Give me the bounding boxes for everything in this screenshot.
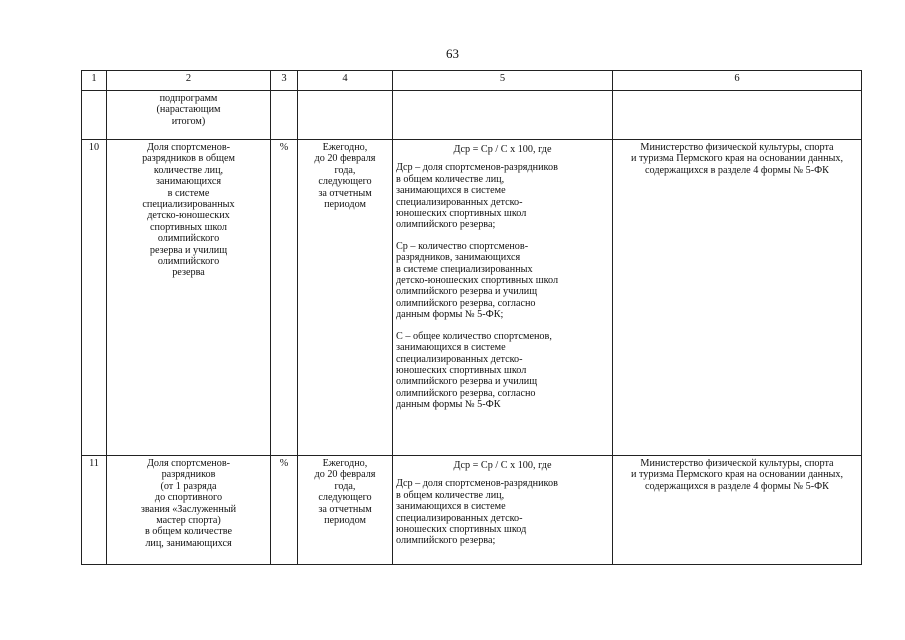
period-cell: Ежегодно, до 20 февраля года, следующего за отчетным периодом — [298, 140, 393, 456]
formula-text: Дср = Ср / С х 100, где — [453, 460, 552, 471]
page-number: 63 — [446, 46, 459, 61]
table-row — [82, 140, 862, 456]
formula-text: Дср = Ср / С х 100, где — [453, 144, 552, 155]
unit-cell: % — [271, 140, 298, 456]
unit-cell — [271, 91, 298, 140]
formula-cell — [393, 456, 613, 565]
indicator-cell: подпрограмм (нарастающим итогом) — [107, 91, 271, 140]
source-cell: Министерство физической культуры, спорта и туризма Пермского края на основании данных, содержащихся в разделе 4 формы № 5-ФК — [613, 140, 862, 456]
column-header: 1 — [82, 71, 107, 91]
column-header: 5 — [393, 71, 613, 91]
definition-text: Дср – доля спортсменов-разрядников в общем количестве лиц, занимающихся в системе специализированных детско- юношеских спортивных школ олимпийского резерва; — [396, 162, 558, 231]
row-number-cell: 10 — [82, 140, 107, 456]
definition-text: С – общее количество спортсменов, занимающихся в системе специализированных детско- юношеских спортивных школ олимпийского резерва и училищ олимпийского резерва, согласно данным формы № 5-ФК — [396, 330, 552, 411]
row-number-cell: 11 — [82, 456, 107, 565]
table-row-continuation — [82, 91, 862, 140]
column-header: 4 — [298, 71, 393, 91]
formula-cell — [393, 91, 613, 140]
table-header-row — [82, 71, 862, 91]
column-header: 3 — [271, 71, 298, 91]
indicator-cell: Доля спортсменов- разрядников в общем количестве лиц, занимающихся в системе специализированных детско-юношеских спортивных школ олимпийского резерва и училищ олимпийского резерва — [107, 140, 271, 456]
table-row — [82, 456, 862, 565]
definition-text: Ср – количество спортсменов- разрядников, занимающихся в системе специализированных детско-юношеских спортивных школ олимпийского резерва и училищ олимпийского резерва, согласно данным формы № 5-ФК; — [396, 240, 559, 321]
formula-cell — [393, 140, 613, 456]
indicators-table — [81, 70, 862, 565]
row-number-cell — [82, 91, 107, 140]
source-cell — [613, 91, 862, 140]
column-header: 2 — [107, 71, 271, 91]
unit-cell: % — [271, 456, 298, 565]
period-cell — [298, 91, 393, 140]
definition-text: Дср – доля спортсменов-разрядников в общем количестве лиц, занимающихся в системе специализированных детско- юношеских спортивных шкод олимпийского резерва; — [396, 478, 558, 547]
indicator-cell: Доля спортсменов- разрядников (от 1 разряда до спортивного звания «Заслуженный мастер спорта) в общем количестве лиц, занимающихся — [107, 456, 271, 565]
period-cell: Ежегодно, до 20 февраля года, следующего за отчетным периодом — [298, 456, 393, 565]
column-header: 6 — [613, 71, 862, 91]
source-cell: Министерство физической культуры, спорта и туризма Пермского края на основании данных, содержащихся в разделе 4 формы № 5-ФК — [613, 456, 862, 565]
